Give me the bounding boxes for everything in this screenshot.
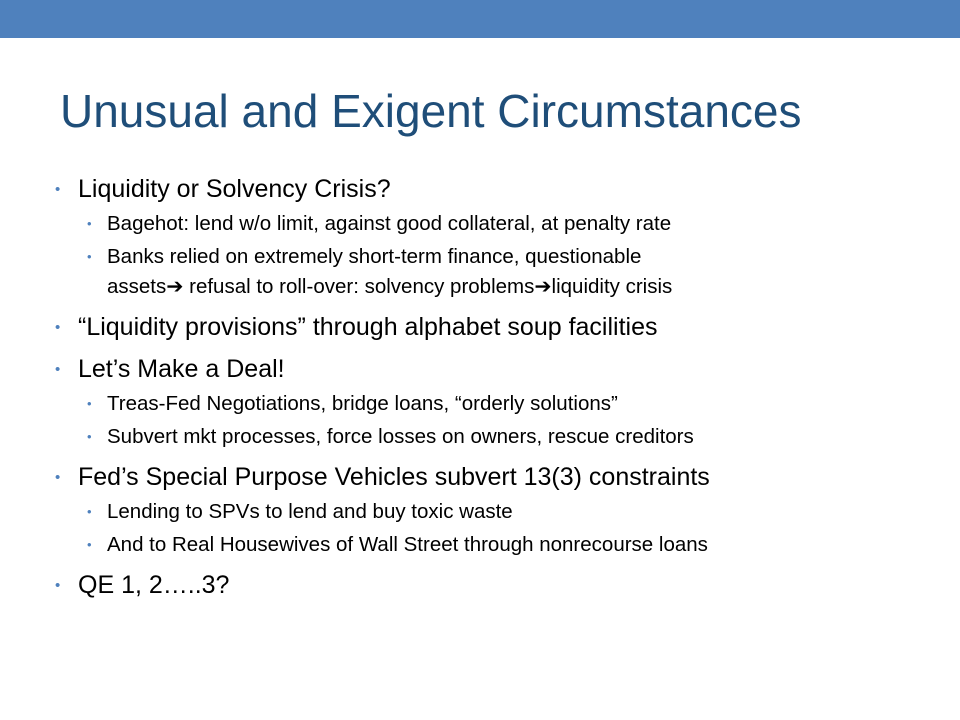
line2-part-a: assets [107,275,167,298]
bullet-text: Liquidity or Solvency Crisis? [78,175,391,203]
line2-part-b: refusal to roll-over: solvency problems [183,275,535,298]
sub-bullet-text: Treas-Fed Negotiations, bridge loans, “orderly solutions” [107,392,618,415]
bullet-dot-icon: • [87,429,92,444]
slide-content [55,172,915,602]
bullet-dot-icon: • [87,216,92,231]
right-arrow-icon: ➔ [166,275,184,298]
sub-bullet-text: And to Real Housewives of Wall Street through nonrecourse loans [107,533,708,556]
bullet-dot-icon: • [87,537,92,552]
bullet-liquidity-solvency [55,172,915,206]
right-arrow-icon: ➔ [534,275,552,298]
bullet-dot-icon: • [55,469,61,486]
sub-bullet-text-line2 [107,275,672,298]
sub-bullet-subvert-mkt [55,422,915,452]
sub-bullet-text: Bagehot: lend w/o limit, against good collateral, at penalty rate [107,212,672,235]
bullet-fed-spv [55,460,915,494]
line2-part-c: liquidity crisis [551,275,673,298]
sub-bullet-treas-fed [55,389,915,419]
bullet-dot-icon: • [87,504,92,519]
bullet-lets-make-a-deal [55,352,915,386]
bullet-text: Let’s Make a Deal! [78,355,285,383]
slide-title: Unusual and Exigent Circumstances [60,85,802,137]
bullet-liquidity-provisions [55,310,915,344]
bullet-text: “Liquidity provisions” through alphabet soup facilities [78,313,658,341]
bullet-qe [55,568,915,602]
bullet-dot-icon: • [55,319,61,336]
slide-top-bar [0,0,960,38]
bullet-text: QE 1, 2…..3? [78,571,230,599]
bullet-dot-icon: • [87,249,92,264]
bullet-text: Fed’s Special Purpose Vehicles subvert 13(3) constraints [78,463,710,491]
sub-bullet-bagehot [55,209,915,239]
sub-bullet-lending-spvs [55,497,915,527]
bullet-dot-icon: • [55,361,61,378]
bullet-dot-icon: • [55,181,61,198]
sub-bullet-real-housewives [55,530,915,560]
sub-bullet-banks-relied [55,242,915,302]
sub-bullet-text: Lending to SPVs to lend and buy toxic waste [107,500,513,523]
sub-bullet-text: Subvert mkt processes, force losses on owners, rescue creditors [107,425,694,448]
bullet-dot-icon: • [55,577,61,594]
bullet-dot-icon: • [87,396,92,411]
sub-bullet-text-line1: Banks relied on extremely short-term finance, questionable [107,245,642,268]
